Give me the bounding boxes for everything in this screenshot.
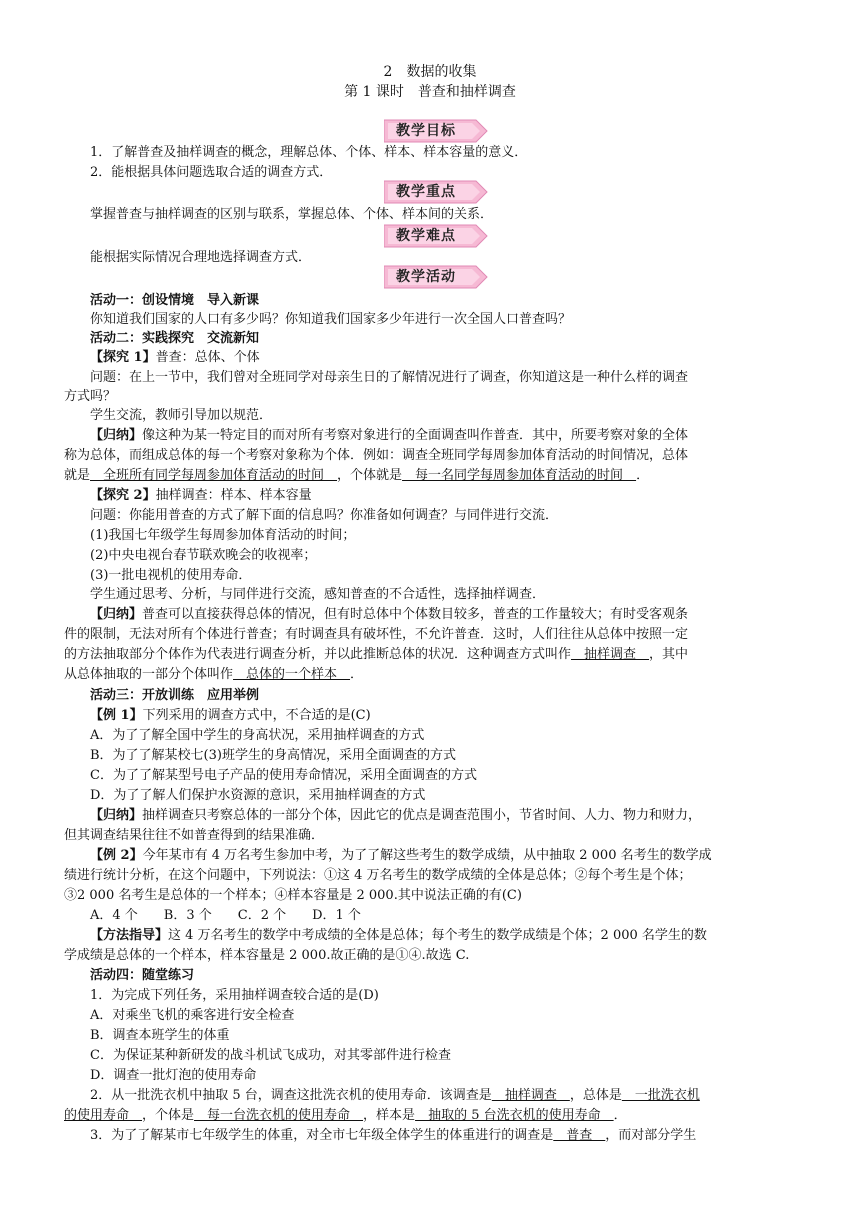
summary-2-line-2: 件的限制，无法对所有个体进行普查；有时调查具有破坏性，不允许普查．这时，人们往往从总体中按照一定 <box>64 627 689 642</box>
answer-blank: 每一名同学每周参加体育活动的时间 <box>402 468 637 483</box>
text-fragment: ． <box>613 1108 627 1123</box>
activity-3-heading: 活动三：开放训练 应用举例 <box>90 688 260 703</box>
method-guide-label: 【方法指导】 <box>90 928 169 943</box>
summary-2-line-3 <box>64 645 794 664</box>
example-2-line-1 <box>90 846 794 865</box>
explore-1-line <box>90 348 794 367</box>
example-1-text: 下列采用的调查方式中，不合适的是(C) <box>142 708 371 723</box>
question-2-answer: 学生通过思考、分析，与同伴进行交流，感知普查的不合适性，选择抽样调查． <box>90 587 546 602</box>
activity-2-heading: 活动二：实践探究 交流新知 <box>90 331 260 346</box>
question-2-item: (1)我国七年级学生每周参加体育活动的时间； <box>90 528 356 543</box>
activity-1-heading: 活动一：创设情境 导入新课 <box>90 293 260 308</box>
method-guide-line-1 <box>90 926 794 945</box>
summary-3-line-2: 但其调查结果往往不如普查得到的结果准确． <box>64 828 325 843</box>
summary-1-line-3 <box>64 466 794 485</box>
banner-label: 教学难点 <box>396 228 456 244</box>
answer-blank: 的使用寿命 <box>64 1108 143 1123</box>
text-fragment: 就是 <box>64 468 91 483</box>
practice-3-line-1 <box>90 1126 794 1145</box>
banner-label: 教学目标 <box>396 123 456 139</box>
answer-blank: 总体的一个样本 <box>233 667 351 682</box>
practice-1-question: 1．为完成下列任务，采用抽样调查较合适的是(D) <box>90 988 379 1003</box>
lesson-subtitle: 第 1 课时 普查和抽样调查 <box>344 84 516 100</box>
summary-1-line-1 <box>90 426 794 445</box>
text-fragment: 3．为了了解某市七年级学生的体重，对全市七年级全体学生的体重进行的调查是 <box>90 1128 554 1143</box>
activity-4-heading: 活动四：随堂练习 <box>90 968 195 983</box>
answer-blank: 一批洗衣机 <box>621 1088 700 1103</box>
banner-key-points <box>384 180 488 204</box>
practice-1-option: C．为保证某种新研发的战斗机试飞成功，对其零部件进行检查 <box>90 1048 451 1063</box>
text-fragment: 从总体抽取的一部分个体叫作 <box>64 667 234 682</box>
summary-text: 像这种为某一特定目的而对所有考察对象进行的全面调查叫作普查．其中，所要考察对象的全体 <box>142 428 689 443</box>
practice-1-option: B．调查本班学生的体重 <box>90 1028 230 1043</box>
summary-text: 抽样调查只考察总体的一部分个体，因此它的优点是调查范围小，节省时间、人力、物力和财力， <box>142 808 702 823</box>
practice-1-option: A．对乘坐飞机的乘客进行安全检查 <box>90 1008 295 1023</box>
example-1-option: D．为了了解人们保护水资源的意识，采用抽样调查的方式 <box>90 788 426 803</box>
explore-1-title: 普查：总体、个体 <box>155 350 260 365</box>
summary-text: 普查可以直接获得总体的情况，但有时总体中个体数目较多，普查的工作量较大；有时受客观条 <box>142 607 689 622</box>
example-1-option: A．为了了解全国中学生的身高状况，采用抽样调查的方式 <box>90 728 425 743</box>
text-fragment: ，总体是 <box>569 1088 622 1103</box>
summary-2-line-4 <box>64 665 794 684</box>
question-1-line-1: 问题：在上一节中，我们曾对全班同学对母亲生日的了解情况进行了调查，你知道这是一种什么样的调查 <box>90 370 689 385</box>
answer-blank: 抽取的 5 台洗衣机的使用寿命 <box>415 1108 614 1123</box>
summary-1-line-2: 称为总体，而组成总体的每一个考察对象称为个体．例如：调查全班同学每周参加体育活动的时间情况，总体 <box>64 448 689 463</box>
summary-label: 【归纳】 <box>90 808 143 823</box>
banner-difficulties <box>384 224 488 248</box>
key-point-text: 掌握普查与抽样调查的区别与联系，掌握总体、个体、样本间的关系． <box>90 207 494 222</box>
text-fragment: ，个体是 <box>142 1108 195 1123</box>
section-title: 2 数据的收集 <box>383 64 477 80</box>
text-fragment: ． <box>350 667 364 682</box>
text-fragment: 的方法抽取部分个体作为代表进行调查分析，并以此推断总体的状况．这种调查方式叫作 <box>64 647 572 662</box>
example-2-text: 今年某市有 4 万名考生参加中考，为了了解这些考生的数学成绩，从中抽取 2 000 名考生的数学成 <box>142 848 712 863</box>
difficulty-text: 能根据实际情况合理地选择调查方式． <box>90 250 312 265</box>
question-1-answer: 学生交流，教师引导加以规范． <box>90 408 273 423</box>
text-fragment: ． <box>636 468 650 483</box>
question-2: 问题：你能用普查的方式了解下面的信息吗？你准备如何调查？与同伴进行交流． <box>90 508 559 523</box>
answer-blank: 全班所有同学每周参加体育活动的时间 <box>90 468 338 483</box>
summary-label: 【归纳】 <box>90 428 143 443</box>
summary-label: 【归纳】 <box>90 607 143 622</box>
answer-blank: 普查 <box>553 1128 606 1143</box>
answer-blank: 抽样调查 <box>571 647 650 662</box>
question-2-item: (3)一批电视机的使用寿命． <box>90 568 252 583</box>
example-2-line-2: 绩进行统计分析，在这个问题中，下列说法：①这 4 万名考生的数学成绩的全体是总体；②每个考生是个体； <box>64 868 692 883</box>
explore-2-title: 抽样调查：样本、样本容量 <box>155 488 312 503</box>
text-fragment: ，其中 <box>649 647 689 662</box>
question-1-line-2: 方式吗？ <box>64 389 117 404</box>
objective-2: 2．能根据具体问题选取合适的调查方式． <box>90 165 333 180</box>
banner-objectives <box>384 119 488 143</box>
practice-1-option: D．调查一批灯泡的使用寿命 <box>90 1068 257 1083</box>
method-guide-text: 这 4 万名考生的数学中考成绩的全体是总体；每个考生的数学成绩是个体；2 000 名学生的数 <box>168 928 707 943</box>
text-fragment: ，而对部分学生 <box>605 1128 697 1143</box>
banner-label: 教学活动 <box>396 269 456 285</box>
method-guide-line-2: 学成绩是总体的一个样本，样本容量是 2 000.故正确的是①④.故选 C. <box>64 948 470 963</box>
text-fragment: 2．从一批洗衣机中抽取 5 台，调查这批洗衣机的使用寿命．该调查是 <box>90 1088 492 1103</box>
summary-2-line-1 <box>90 605 794 624</box>
explore-2-line <box>90 486 794 505</box>
summary-3-line-1 <box>90 806 794 825</box>
answer-blank: 每一台洗衣机的使用寿命 <box>194 1108 364 1123</box>
activity-1-text: 你知道我们国家的人口有多少吗？你知道我们国家多少年进行一次全国人口普查吗？ <box>90 312 572 327</box>
practice-2-line-1 <box>90 1086 794 1105</box>
practice-2-line-2 <box>64 1106 794 1125</box>
explore-2-label: 【探究 2】 <box>90 488 156 503</box>
banner-activities <box>384 265 488 289</box>
question-2-item: (2)中央电视台春节联欢晚会的收视率； <box>90 548 317 563</box>
example-2-options: A．4 个 B．3 个 C．2 个 D．1 个 <box>90 908 361 923</box>
banner-label: 教学重点 <box>396 184 456 200</box>
example-2-line-3: ③2 000 名考生是总体的一个样本；④样本容量是 2 000.其中说法正确的有(C) <box>64 888 522 903</box>
answer-blank: 抽样调查 <box>491 1088 570 1103</box>
example-1-option: B．为了了解某校七(3)班学生的身高情况，采用全面调查的方式 <box>90 748 456 763</box>
explore-1-label: 【探究 1】 <box>90 350 156 365</box>
objective-1: 1．了解普查及抽样调查的概念，理解总体、个体、样本、样本容量的意义． <box>90 145 528 160</box>
text-fragment: ，样本是 <box>363 1108 416 1123</box>
example-1-label: 【例 1】 <box>90 708 143 723</box>
text-fragment: ，个体就是 <box>337 468 403 483</box>
example-1-option: C．为了了解某型号电子产品的使用寿命情况，采用全面调查的方式 <box>90 768 477 783</box>
example-2-label: 【例 2】 <box>90 848 143 863</box>
example-1-question <box>90 706 794 725</box>
